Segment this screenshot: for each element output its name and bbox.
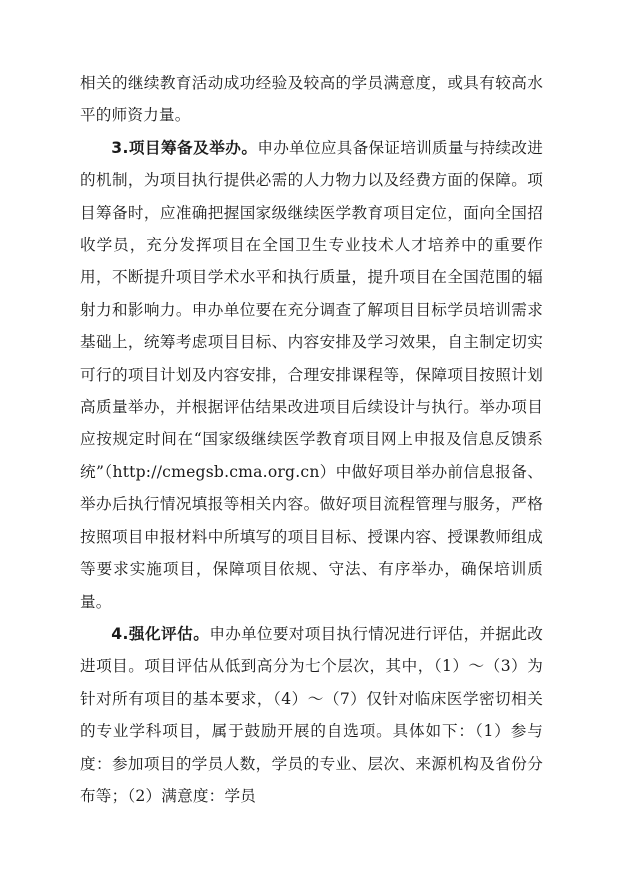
paragraph-text: 相关的继续教育活动成功经验及较高的学员满意度，或具有较高水平的师资力量。	[80, 74, 543, 125]
paragraph-text: 申办单位要对项目执行情况进行评估，并据此改进项目。项目评估从低到高分为七个层次，其中，（1）～（3）为针对所有项目的基本要求，（4）～（7）仅针对临床医学密切相关的专业学科项目，属于鼓励开展的自选项。具体如下：（1）参与度：参加项目的学员人数，学员的专业、层次、来源机构及省份分布等；（2）满意度：学员	[80, 624, 544, 805]
section-heading-preparation: 3.项目筹备及举办。	[111, 138, 258, 157]
paragraph-project-preparation	[80, 132, 543, 618]
paragraph-strengthen-evaluation	[80, 618, 543, 812]
paragraph-text: 申办单位应具备保证培训质量与持续改进的机制，为项目执行提供必需的人力物力以及经费方面的保障。项目筹备时，应准确把握国家级继续医学教育项目定位，面向全国招收学员，充分发挥项目在全国卫生专业技术人才培养中的重要作用，不断提升项目学术水平和执行质量，提升项目在全国范围的辐射力和影响力。申办单位要在充分调查了解项目目标学员培训需求基础上，统筹考虑项目目标、内容安排及学习效果，自主制定切实可行的项目计划及内容安排，合理安排课程等，保障项目按照计划高质量举办，并根据评估结果改进项目后续设计与执行。举办项目应按规定时间在“国家级继续医学教育项目网上申报及信息反馈系统”（http://cmegsb.cma.org.cn）中做好项目举办前信息报备、举办后执行情况填报等相关内容。做好项目流程管理与服务，严格按照项目申报材料中所填写的项目目标、授课内容、授课教师组成等要求实施项目，保障项目依规、守法、有序举办，确保培训质量。	[80, 138, 543, 611]
section-heading-evaluation: 4.强化评估。	[111, 624, 210, 643]
paragraph-continuation	[80, 67, 543, 132]
document-body	[80, 67, 543, 812]
